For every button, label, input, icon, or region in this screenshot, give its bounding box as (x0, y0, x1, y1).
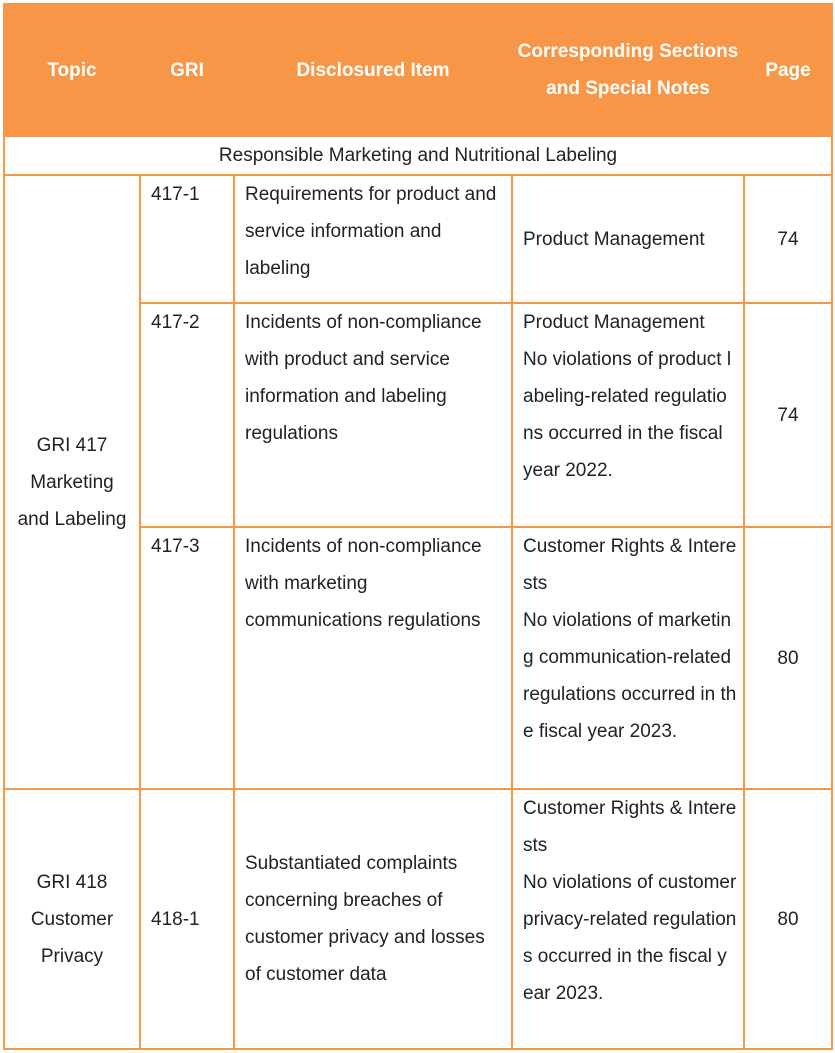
header-disclosured-item: Disclosured Item (234, 4, 512, 136)
notes-cell (512, 527, 744, 789)
note-line: No violations of product labeling-related regulations occurred in the fiscal year 2022. (523, 349, 732, 481)
notes-cell (512, 303, 744, 527)
section-row (4, 136, 832, 175)
note-line: Customer Rights & Interests (523, 536, 737, 594)
disclosure-item: Incidents of non-compliance with product and service information and labeling regulations (234, 303, 512, 527)
table-row (4, 175, 832, 303)
page-number: 74 (744, 303, 832, 527)
table-header-row (4, 4, 832, 136)
disclosure-item: Substantiated complaints concerning breaches of customer privacy and losses of customer data (234, 789, 512, 1049)
page-number: 80 (744, 527, 832, 789)
table-row (4, 789, 832, 1049)
gri-code: 417-2 (140, 303, 234, 527)
note-line: Product Management (523, 312, 705, 333)
topic-cell: GRI 417 Marketing and Labeling (4, 175, 140, 789)
notes-cell (512, 789, 744, 1049)
gri-code: 417-3 (140, 527, 234, 789)
header-sections-notes: Corresponding Sections and Special Notes (512, 4, 744, 136)
note-line: Product Management (523, 228, 705, 250)
disclosure-item: Incidents of non-compliance with marketing communications regulations (234, 527, 512, 789)
gri-index-table (3, 3, 833, 1050)
gri-index-table-container (3, 3, 833, 1050)
notes-cell (512, 175, 744, 303)
page-number: 80 (744, 789, 832, 1049)
header-page: Page (744, 4, 832, 136)
header-topic: Topic (4, 4, 140, 136)
note-line: Customer Rights & Interests (523, 798, 737, 856)
disclosure-item: Requirements for product and service information and labeling (234, 175, 512, 303)
gri-code: 417-1 (140, 175, 234, 303)
page-number: 74 (744, 175, 832, 303)
gri-code: 418-1 (140, 789, 234, 1049)
note-line: No violations of customer privacy-related regulations occurred in the fiscal year 2023. (523, 872, 737, 1004)
section-title: Responsible Marketing and Nutritional Labeling (4, 136, 832, 175)
topic-cell: GRI 418 Customer Privacy (4, 789, 140, 1049)
note-line: No violations of marketing communication-related regulations occurred in the fiscal year 2023. (523, 610, 737, 742)
header-gri: GRI (140, 4, 234, 136)
